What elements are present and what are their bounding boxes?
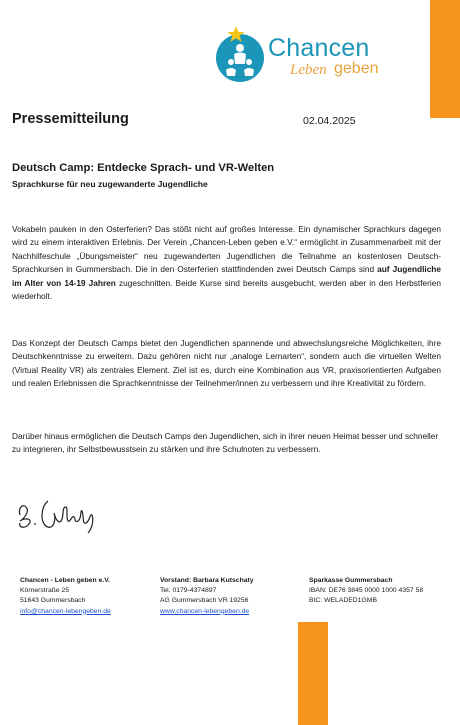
signature: [10, 489, 110, 535]
footer-court-register: AG Gummersbach VR 19256: [160, 597, 249, 605]
footer-board-title: Vorstand: Barbara Kutschaty: [160, 577, 254, 584]
footer-email-link[interactable]: info@chancen-lebengeben.de: [20, 607, 111, 615]
logo: [212, 24, 412, 86]
footer-board: [160, 576, 254, 617]
footer-org-city: 51643 Gummersbach: [20, 597, 86, 605]
logo-wordmark-geben: geben: [334, 60, 379, 77]
page-title: Pressemitteilung: [12, 111, 129, 127]
logo-icon: [212, 24, 268, 84]
article-subheadline: Sprachkurse für neu zugewanderte Jugendliche: [12, 179, 208, 189]
orange-accent-bar-bottom: [298, 622, 328, 725]
article-headline: Deutsch Camp: Entdecke Sprach- und VR-Welten: [12, 162, 275, 174]
release-date: 02.04.2025: [303, 115, 356, 127]
footer-org-name: Chancen - Leben geben e.V.: [20, 577, 111, 584]
footer-bic: BIC: WELADED1GMB: [309, 597, 377, 605]
paragraph-intro-text-a: Vokabeln pauken in den Osterferien? Das stößt nicht auf großes Interesse. Ein dynamischer Sprachkurs dagegen wird zu einem interaktiven Erlebnis. Der Verein „Chancen-Leben geben e.V.“ ermöglicht in Zusammenarbeit mit der Nachhilfeschule „Übungsmeister“ neu zugewanderten Jugendlichen die Teilnahme an kostenlosen Deutsch-Sprachkursen in Gummersbach. Die in den Osterferien stattfindenden zwei Deutsch Camps sind: [12, 224, 441, 275]
paragraph-intro-text-b: zugeschnitten. Beide Kurse sind bereits ausgebucht, werden aber in den Herbstferien wiederholt.: [12, 277, 441, 302]
footer-bank: [309, 576, 423, 607]
logo-wordmark-leben: Leben: [290, 62, 327, 78]
orange-accent-bar-top: [430, 0, 460, 118]
paragraph-intro: [12, 223, 441, 303]
paragraph-concept: Das Konzept der Deutsch Camps bietet den Jugendlichen spannende und abwechslungsreiche Möglichkeiten, ihre Deutschkenntnisse zu erweitern. Dazu gehören nicht nur „analoge Lernarten“, sondern auch die virtuellen Welten (Virtual Reality VR) als zentrales Element. Ziel ist es, durch eine Kombination aus VR, praxisorientierten Aufgaben und realen Erlebnissen die Sprachkenntnisse der Teilnehmer/innen zu verbessern und ihre Kreativität zu fördern.: [12, 338, 441, 389]
footer-organization: [20, 576, 111, 617]
footer-phone: Tel. 0179-4374897: [160, 587, 217, 595]
footer-bank-name: Sparkasse Gummersbach: [309, 577, 393, 584]
paragraph-integration: Darüber hinaus ermöglichen die Deutsch Camps den Jugendlichen, sich in ihrer neuen Heimat besser und schneller zu integrieren, ihr Selbstbewusstsein zu stärken und ihre Schulnoten zu verbessern.: [12, 431, 439, 455]
footer-org-street: Körnerstraße 25: [20, 587, 70, 595]
paragraph-intro-bold: auf Jugendliche im Alter von 14-19 Jahren: [12, 264, 441, 288]
footer-website-link[interactable]: www.chancen-lebengeben.de: [160, 607, 250, 615]
logo-wordmark-chancen: Chancen: [268, 34, 370, 62]
footer-iban: IBAN: DE76 3845 0000 1000 4357 58: [309, 587, 424, 595]
